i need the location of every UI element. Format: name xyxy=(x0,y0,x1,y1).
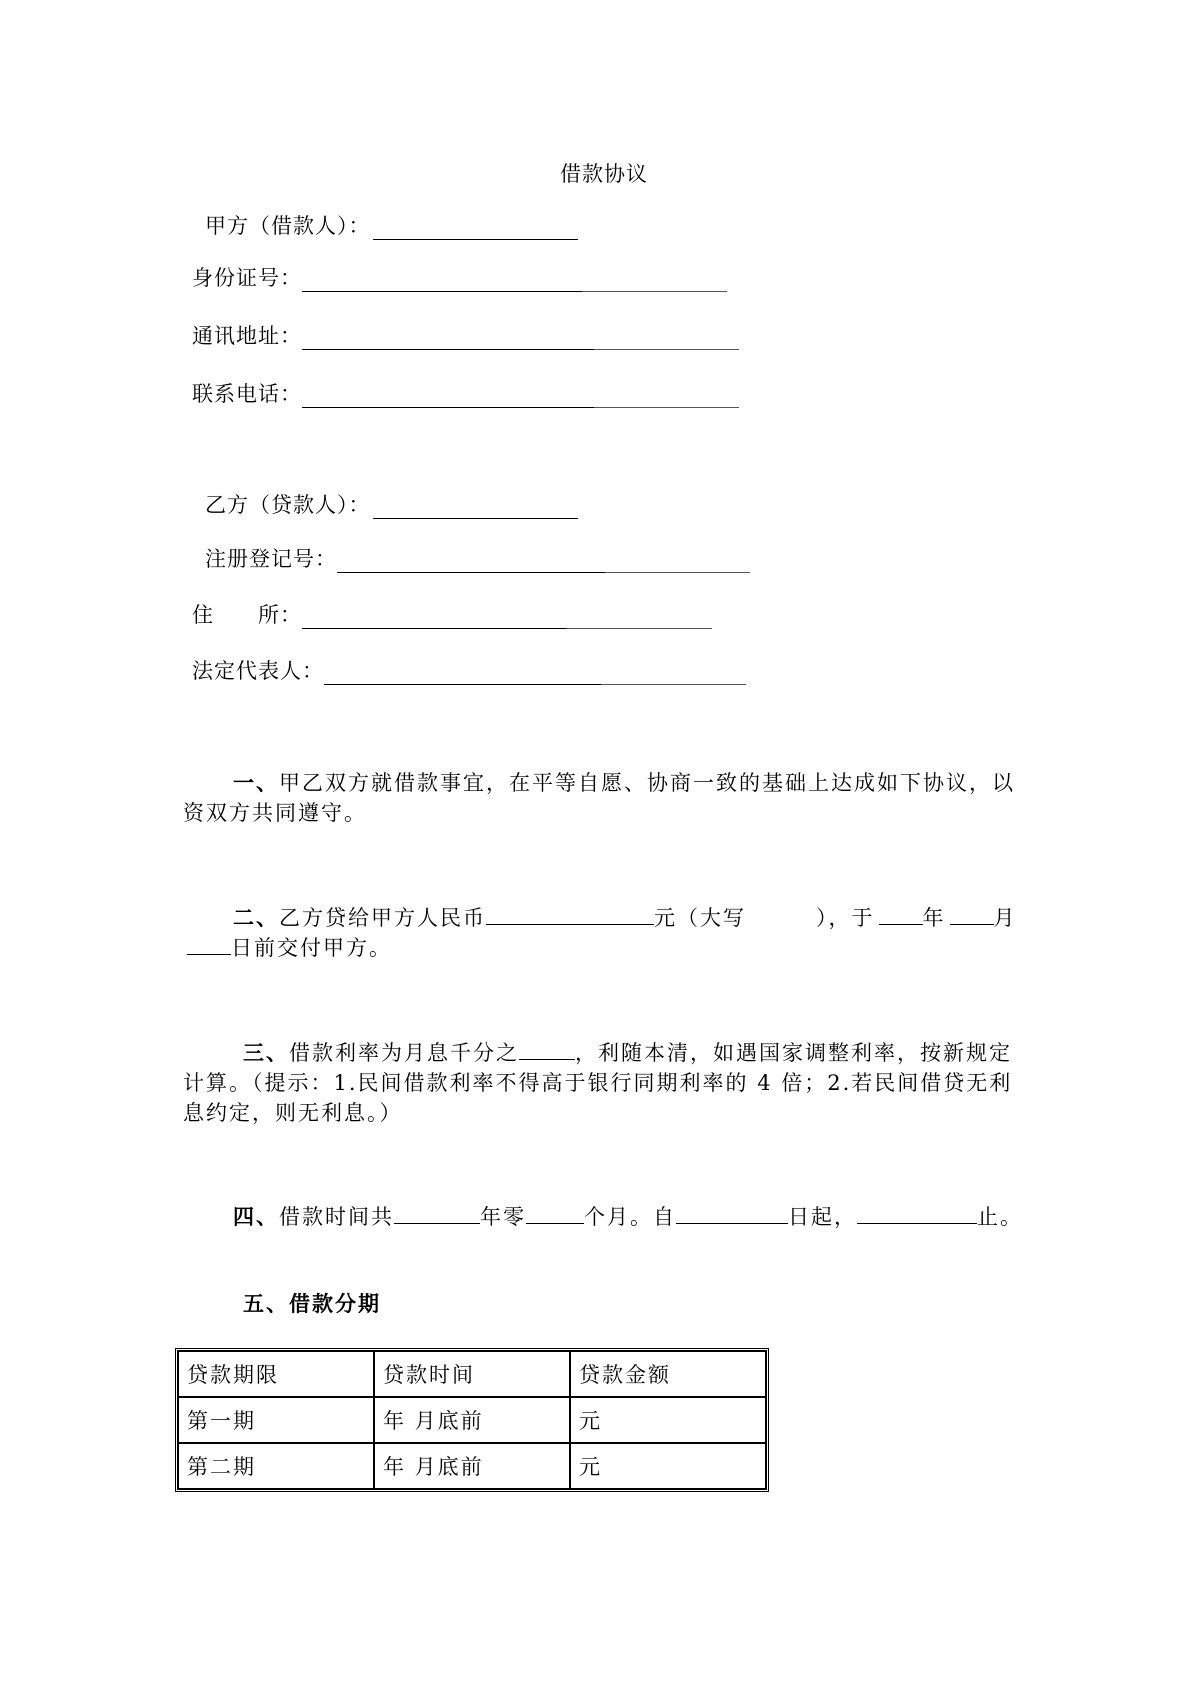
clause-2-text-4: 年 xyxy=(922,906,946,930)
party-a-phone-blank-ext xyxy=(594,385,739,408)
clause-4-text-1: 借款时间共 xyxy=(279,1205,394,1229)
clause-2-text-2: 元（大写 xyxy=(654,906,746,930)
table-header-cell: 贷款金额 xyxy=(570,1351,766,1397)
clause-1 xyxy=(183,768,1023,828)
clause-2-text-6: 日前交付甲方。 xyxy=(231,936,392,960)
page-title: 借款协议 xyxy=(560,162,648,186)
party-b-rep-field xyxy=(192,657,746,685)
clause-4-text-5: 止。 xyxy=(977,1205,1023,1229)
loan-years-blank[interactable] xyxy=(394,1203,480,1224)
party-b-reg-blank-ext xyxy=(605,550,750,573)
clause-4-number: 四、 xyxy=(233,1204,279,1229)
party-b-residence-label: 住 所： xyxy=(192,603,302,627)
party-b-name-blank[interactable] xyxy=(373,496,578,519)
party-b-name-field xyxy=(205,491,578,519)
table-row xyxy=(178,1397,766,1443)
party-a-address-label: 通讯地址： xyxy=(192,324,302,348)
table-row xyxy=(178,1443,766,1489)
clause-3-text-2: ，利随本清，如遇国家调整利率，按新规定计算。（提示：1.民间借款利率不得高于银行同期利率的 4 倍；2.若民间借贷无利息约定，则无利息。） xyxy=(183,1041,1013,1125)
clause-4-text-4: 日起， xyxy=(788,1205,857,1229)
clause-3-text-1: 借款利率为月息千分之 xyxy=(289,1041,519,1065)
table-cell: 第一期 xyxy=(178,1397,374,1443)
clause-4 xyxy=(183,1202,1063,1232)
clause-2-text-1: 乙方贷给甲方人民币 xyxy=(279,906,486,930)
delivery-year-blank[interactable] xyxy=(879,904,923,925)
table-cell[interactable]: 年 月底前 xyxy=(374,1443,570,1489)
party-a-id-field xyxy=(192,264,727,292)
party-a-id-label: 身份证号： xyxy=(192,266,302,290)
table-cell[interactable]: 元 xyxy=(570,1397,766,1443)
end-date-blank[interactable] xyxy=(857,1203,977,1224)
party-b-residence-field xyxy=(192,601,712,629)
party-a-phone-field xyxy=(192,380,739,408)
clause-4-text-3: 个月。自 xyxy=(584,1205,676,1229)
clause-3 xyxy=(183,1038,1023,1128)
party-b-rep-blank[interactable] xyxy=(324,662,601,685)
table-header-row xyxy=(178,1351,766,1397)
clause-2-text-5: 月 xyxy=(993,906,1017,930)
table-header-cell: 贷款时间 xyxy=(374,1351,570,1397)
party-b-heading: 乙方（贷款人）： xyxy=(205,493,371,517)
party-a-phone-label: 联系电话： xyxy=(192,382,302,406)
table-cell: 第二期 xyxy=(178,1443,374,1489)
party-a-name-field xyxy=(205,212,578,240)
clause-2 xyxy=(183,903,1023,963)
delivery-day-blank[interactable] xyxy=(187,934,231,955)
clause-2-text-3: ），于 xyxy=(816,906,875,930)
party-b-reg-blank[interactable] xyxy=(337,550,605,573)
party-b-reg-label: 注册登记号： xyxy=(205,547,337,571)
party-a-heading: 甲方（借款人）： xyxy=(205,214,371,238)
clause-2-number: 二、 xyxy=(233,905,279,930)
party-a-address-blank[interactable] xyxy=(302,327,594,350)
clause-5-heading: 五、借款分期 xyxy=(243,1291,381,1316)
party-a-address-field xyxy=(192,322,739,350)
party-b-residence-blank-ext xyxy=(567,606,712,629)
party-a-id-blank[interactable] xyxy=(302,269,582,292)
party-b-residence-blank[interactable] xyxy=(302,606,567,629)
loan-amount-blank[interactable] xyxy=(486,904,654,925)
clause-4-text-2: 年零 xyxy=(480,1205,526,1229)
delivery-month-blank[interactable] xyxy=(950,904,994,925)
party-a-address-blank-ext xyxy=(594,327,739,350)
clause-3-number: 三、 xyxy=(243,1040,289,1065)
table-cell[interactable]: 元 xyxy=(570,1443,766,1489)
party-b-reg-field xyxy=(205,545,750,573)
party-b-rep-label: 法定代表人： xyxy=(192,659,324,683)
interest-rate-blank[interactable] xyxy=(519,1039,575,1060)
clause-1-number: 一、 xyxy=(233,770,279,795)
party-a-id-blank-ext xyxy=(582,269,727,292)
table-header-cell: 贷款期限 xyxy=(178,1351,374,1397)
table-cell[interactable]: 年 月底前 xyxy=(374,1397,570,1443)
start-date-blank[interactable] xyxy=(676,1203,788,1224)
clause-1-text: 甲乙双方就借款事宜，在平等自愿、协商一致的基础上达成如下协议，以资双方共同遵守。 xyxy=(183,771,1015,825)
party-a-phone-blank[interactable] xyxy=(302,385,594,408)
party-a-name-blank[interactable] xyxy=(373,217,578,240)
installment-table xyxy=(175,1348,769,1492)
party-b-rep-blank-ext xyxy=(601,662,746,685)
loan-months-blank[interactable] xyxy=(526,1203,584,1224)
